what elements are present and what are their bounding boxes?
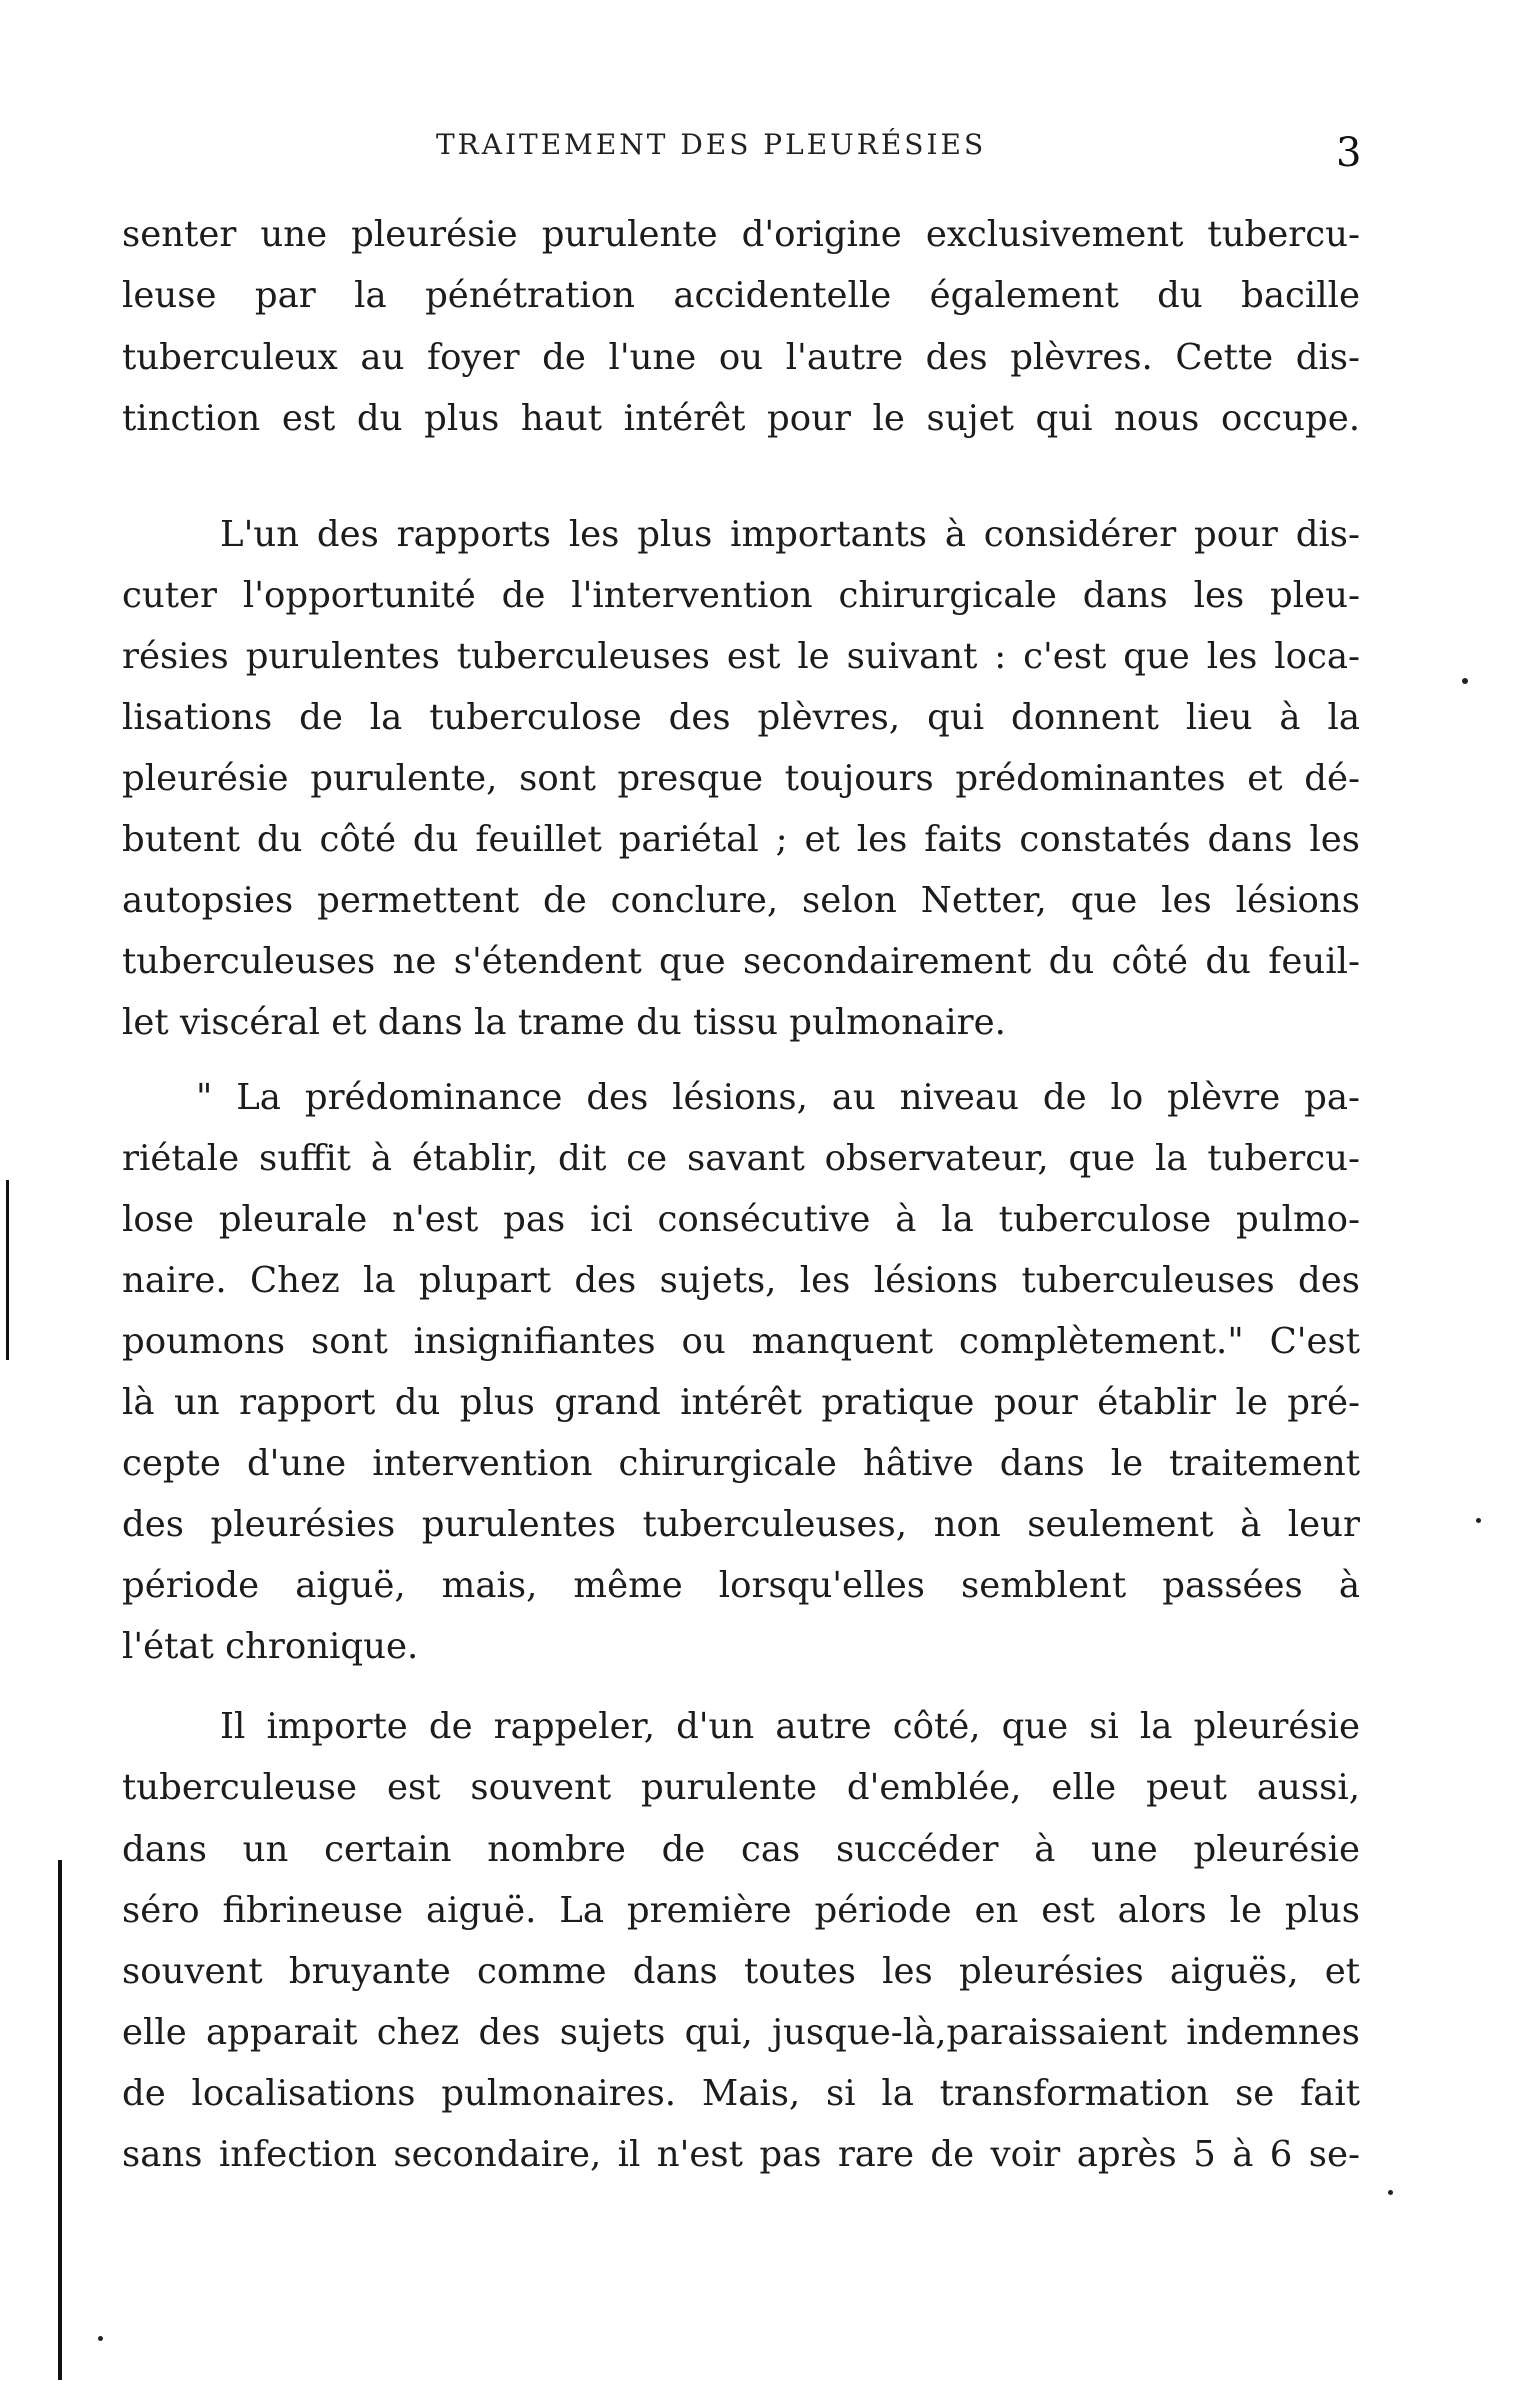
text-line: naire. Chez la plupart des sujets, les lésions tuberculeuses des (122, 1261, 1360, 1301)
text-line: tuberculeuse est souvent purulente d'emblée, elle peut aussi, (122, 1768, 1360, 1808)
text-line: de localisations pulmonaires. Mais, si la transformation se fait (122, 2074, 1360, 2114)
text-line: sans infection secondaire, il n'est pas rare de voir après 5 à 6 se- (122, 2135, 1360, 2175)
text-line: " La prédominance des lésions, au niveau de lo plèvre pa- (196, 1078, 1360, 1118)
scan-speck (1388, 2190, 1393, 2195)
scan-speck (1476, 1518, 1481, 1523)
text-line: souvent bruyante comme dans toutes les pleurésies aiguës, et (122, 1952, 1360, 1992)
text-line: butent du côté du feuillet pariétal ; et les faits constatés dans les (122, 820, 1360, 860)
text-line: L'un des rapports les plus importants à considérer pour dis- (220, 515, 1360, 555)
text-line: let viscéral et dans la trame du tissu pulmonaire. (122, 1003, 1006, 1043)
margin-scan-line (6, 1180, 9, 1360)
scan-speck (1462, 678, 1468, 684)
text-line: Il importe de rappeler, d'un autre côté, que si la pleurésie (220, 1707, 1360, 1747)
text-line: leuse par la pénétration accidentelle également du bacille (122, 276, 1360, 316)
scan-speck (98, 2336, 103, 2341)
text-line: des pleurésies purulentes tuberculeuses, non seulement à leur (122, 1505, 1360, 1545)
text-line: cuter l'opportunité de l'intervention chirurgicale dans les pleu- (122, 576, 1360, 616)
text-line: elle apparait chez des sujets qui, jusque-là,paraissaient indemnes (122, 2013, 1360, 2053)
text-line: lisations de la tuberculose des plèvres, qui donnent lieu à la (122, 698, 1360, 738)
text-line: l'état chronique. (122, 1627, 419, 1667)
text-line: résies purulentes tuberculeuses est le suivant : c'est que les loca- (122, 637, 1360, 677)
text-line: autopsies permettent de conclure, selon Netter, que les lésions (122, 881, 1360, 921)
running-head: TRAITEMENT DES PLEURÉSIES (436, 128, 987, 161)
page-number: 3 (1336, 130, 1362, 176)
text-line: riétale suffit à établir, dit ce savant observateur, que la tubercu- (122, 1139, 1360, 1179)
text-line: période aiguë, mais, même lorsqu'elles semblent passées à (122, 1566, 1360, 1606)
text-line: là un rapport du plus grand intérêt pratique pour établir le pré- (122, 1383, 1360, 1423)
text-line: cepte d'une intervention chirurgicale hâtive dans le traitement (122, 1444, 1360, 1484)
text-line: poumons sont insignifiantes ou manquent complètement." C'est (122, 1322, 1360, 1362)
text-line: séro fibrineuse aiguë. La première période en est alors le plus (122, 1891, 1360, 1931)
text-line: tinction est du plus haut intérêt pour le sujet qui nous occupe. (122, 399, 1360, 439)
text-line: tuberculeuses ne s'étendent que secondairement du côté du feuil- (122, 942, 1360, 982)
text-line: pleurésie purulente, sont presque toujours prédominantes et dé- (122, 759, 1360, 799)
text-line: lose pleurale n'est pas ici consécutive à la tuberculose pulmo- (122, 1200, 1360, 1240)
text-line: tuberculeux au foyer de l'une ou l'autre des plèvres. Cette dis- (122, 338, 1360, 378)
text-line: dans un certain nombre de cas succéder à une pleurésie (122, 1830, 1360, 1870)
margin-scan-line (58, 1860, 62, 2380)
text-line: senter une pleurésie purulente d'origine exclusivement tubercu- (122, 215, 1360, 255)
